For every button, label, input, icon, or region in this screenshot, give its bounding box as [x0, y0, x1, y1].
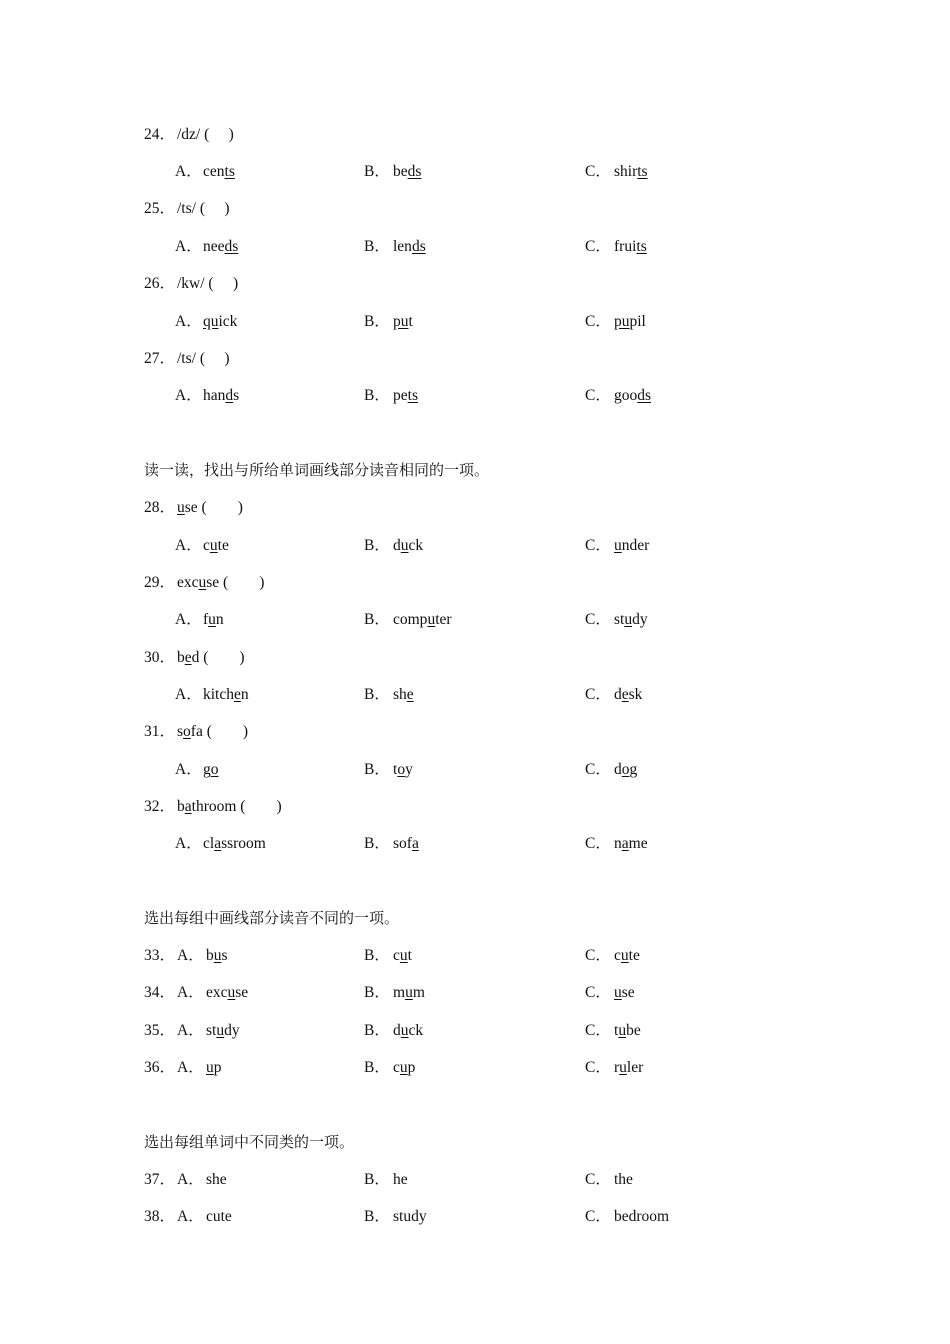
- option-c-word[interactable]: use: [614, 984, 635, 1001]
- question-32-options: [0, 833, 950, 855]
- question-number: 34．: [144, 984, 176, 1001]
- question-number: 30．: [144, 649, 176, 666]
- option-a-word[interactable]: study: [206, 1022, 240, 1039]
- option-c-letter: C．: [585, 761, 611, 778]
- option-b-letter: B．: [364, 611, 390, 628]
- option-b-letter: B．: [364, 761, 390, 778]
- question-30: [0, 647, 950, 669]
- option-b-word[interactable]: cup: [393, 1059, 416, 1076]
- option-b-letter: B．: [364, 163, 390, 180]
- option-b-letter: B．: [364, 313, 390, 330]
- question-26: [0, 273, 950, 295]
- option-a-word[interactable]: cute: [206, 1208, 232, 1225]
- question-32: [0, 796, 950, 818]
- option-a-word[interactable]: up: [206, 1059, 222, 1076]
- instruction-text: 读一读，找出与所给单词画线部分读音相同的一项。: [144, 461, 490, 479]
- question-prompt: /ts/ ( ): [177, 200, 230, 217]
- question-28-options: [0, 535, 950, 557]
- option-a-word[interactable]: fun: [203, 611, 224, 628]
- section-instruction-same-sound: [0, 459, 950, 481]
- option-c-letter: C．: [585, 984, 611, 1001]
- option-a-letter: A．: [175, 238, 202, 255]
- question-31-options: [0, 759, 950, 781]
- option-a-word[interactable]: needs: [203, 238, 239, 255]
- option-c-word[interactable]: ruler: [614, 1059, 644, 1076]
- option-a-word[interactable]: bus: [206, 947, 228, 964]
- option-c-word[interactable]: goods: [614, 387, 652, 404]
- question-number: 37．: [144, 1171, 176, 1188]
- option-c-letter: C．: [585, 537, 611, 554]
- question-number: 32．: [144, 798, 176, 815]
- question-number: 29．: [144, 574, 176, 591]
- question-34: [0, 982, 950, 1004]
- option-c-word[interactable]: cute: [614, 947, 640, 964]
- option-c-word[interactable]: fruits: [614, 238, 647, 255]
- option-a-word[interactable]: excuse: [206, 984, 249, 1001]
- option-b-word[interactable]: lends: [393, 238, 426, 255]
- question-28: [0, 497, 950, 519]
- option-c-word[interactable]: name: [614, 835, 648, 852]
- question-prompt: use ( ): [177, 499, 243, 516]
- option-c-letter: C．: [585, 238, 611, 255]
- question-prompt: bed ( ): [177, 649, 245, 666]
- question-number: 25．: [144, 200, 176, 217]
- option-a-letter: A．: [177, 1022, 204, 1039]
- option-b-letter: B．: [364, 686, 390, 703]
- option-a-word[interactable]: cents: [203, 163, 235, 180]
- option-c-letter: C．: [585, 313, 611, 330]
- question-number: 33．: [144, 947, 176, 964]
- question-number: 27．: [144, 350, 176, 367]
- option-c-letter: C．: [585, 1208, 611, 1225]
- option-a-word[interactable]: go: [203, 761, 219, 778]
- option-c-word[interactable]: the: [614, 1171, 633, 1188]
- question-33: [0, 945, 950, 967]
- question-38: [0, 1206, 950, 1228]
- option-a-word[interactable]: classroom: [203, 835, 266, 852]
- option-b-letter: B．: [364, 984, 390, 1001]
- option-c-letter: C．: [585, 686, 611, 703]
- question-prompt: excuse ( ): [177, 574, 265, 591]
- option-c-word[interactable]: bedroom: [614, 1208, 670, 1225]
- option-c-letter: C．: [585, 1059, 611, 1076]
- option-c-word[interactable]: shirts: [614, 163, 648, 180]
- question-prompt: /kw/ ( ): [177, 275, 239, 292]
- question-30-options: [0, 684, 950, 706]
- option-a-letter: A．: [177, 984, 204, 1001]
- option-c-letter: C．: [585, 163, 611, 180]
- option-c-word[interactable]: tube: [614, 1022, 641, 1039]
- option-b-word[interactable]: sofa: [393, 835, 419, 852]
- option-b-word[interactable]: put: [393, 313, 413, 330]
- option-b-letter: B．: [364, 1022, 390, 1039]
- option-b-word[interactable]: he: [393, 1171, 408, 1188]
- option-c-letter: C．: [585, 835, 611, 852]
- option-a-word[interactable]: she: [206, 1171, 227, 1188]
- question-24: [0, 124, 950, 146]
- question-prompt: /ts/ ( ): [177, 350, 230, 367]
- question-24-options: [0, 161, 950, 183]
- option-a-letter: A．: [177, 1059, 204, 1076]
- option-b-letter: B．: [364, 835, 390, 852]
- question-number: 36．: [144, 1059, 176, 1076]
- option-b-word[interactable]: cut: [393, 947, 412, 964]
- question-number: 28．: [144, 499, 176, 516]
- section-instruction-odd-one-out: [0, 1131, 950, 1153]
- option-a-letter: A．: [175, 537, 202, 554]
- question-27-options: [0, 385, 950, 407]
- option-a-letter: A．: [175, 611, 202, 628]
- option-b-word[interactable]: duck: [393, 1022, 424, 1039]
- question-prompt: bathroom ( ): [177, 798, 282, 815]
- question-29: [0, 572, 950, 594]
- option-b-word[interactable]: duck: [393, 537, 424, 554]
- option-b-word[interactable]: beds: [393, 163, 422, 180]
- option-b-letter: B．: [364, 1171, 390, 1188]
- option-b-letter: B．: [364, 1208, 390, 1225]
- question-number: 26．: [144, 275, 176, 292]
- question-35: [0, 1020, 950, 1042]
- instruction-text: 选出每组中画线部分读音不同的一项。: [144, 909, 400, 927]
- option-c-word[interactable]: pupil: [614, 313, 646, 330]
- question-number: 24．: [144, 126, 176, 143]
- option-a-word[interactable]: quick: [203, 313, 238, 330]
- option-b-letter: B．: [364, 387, 390, 404]
- option-b-letter: B．: [364, 537, 390, 554]
- option-b-letter: B．: [364, 1059, 390, 1076]
- option-c-word[interactable]: study: [614, 611, 648, 628]
- question-26-options: [0, 311, 950, 333]
- question-27: [0, 348, 950, 370]
- option-c-word[interactable]: under: [614, 537, 650, 554]
- option-b-word[interactable]: computer: [393, 611, 452, 628]
- option-c-letter: C．: [585, 611, 611, 628]
- option-a-word[interactable]: kitchen: [203, 686, 249, 703]
- option-a-letter: A．: [177, 1208, 204, 1225]
- section-instruction-different-sound: [0, 907, 950, 929]
- option-a-letter: A．: [175, 686, 202, 703]
- option-b-word[interactable]: pets: [393, 387, 418, 404]
- option-c-word[interactable]: desk: [614, 686, 643, 703]
- option-a-letter: A．: [175, 313, 202, 330]
- option-c-word[interactable]: dog: [614, 761, 638, 778]
- option-a-letter: A．: [175, 387, 202, 404]
- option-b-word[interactable]: mum: [393, 984, 425, 1001]
- option-a-letter: A．: [177, 947, 204, 964]
- option-b-word[interactable]: study: [393, 1208, 427, 1225]
- question-31: [0, 721, 950, 743]
- question-37: [0, 1169, 950, 1191]
- option-c-letter: C．: [585, 1171, 611, 1188]
- question-number: 38．: [144, 1208, 176, 1225]
- instruction-text: 选出每组单词中不同类的一项。: [144, 1133, 355, 1151]
- option-a-letter: A．: [175, 761, 202, 778]
- question-prompt: /dz/ ( ): [177, 126, 234, 143]
- option-c-letter: C．: [585, 387, 611, 404]
- option-a-letter: A．: [177, 1171, 204, 1188]
- question-number: 35．: [144, 1022, 176, 1039]
- option-b-word[interactable]: toy: [393, 761, 413, 778]
- option-a-word[interactable]: cute: [203, 537, 229, 554]
- option-c-letter: C．: [585, 947, 611, 964]
- option-b-word[interactable]: she: [393, 686, 414, 703]
- question-25-options: [0, 236, 950, 258]
- question-25: [0, 198, 950, 220]
- question-36: [0, 1057, 950, 1079]
- question-number: 31．: [144, 723, 176, 740]
- question-29-options: [0, 609, 950, 631]
- option-a-letter: A．: [175, 163, 202, 180]
- option-b-letter: B．: [364, 238, 390, 255]
- option-a-letter: A．: [175, 835, 202, 852]
- question-prompt: sofa ( ): [177, 723, 249, 740]
- option-c-letter: C．: [585, 1022, 611, 1039]
- option-b-letter: B．: [364, 947, 390, 964]
- option-a-word[interactable]: hands: [203, 387, 240, 404]
